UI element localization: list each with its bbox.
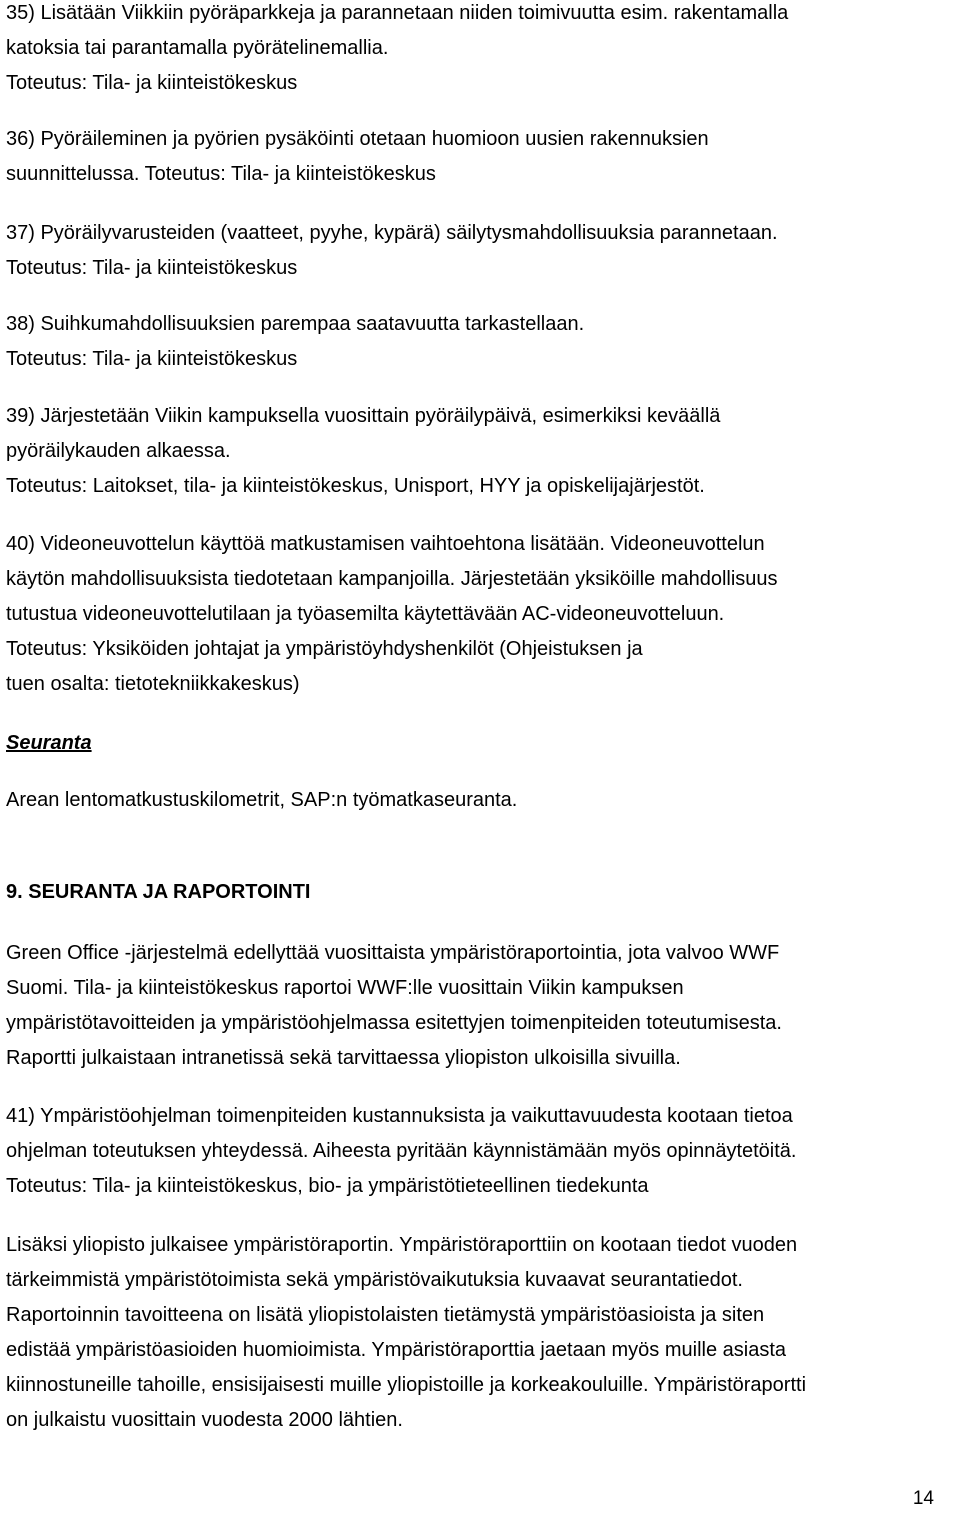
item-35-line: katoksia tai parantamalla pyörätelinemallia.	[6, 37, 389, 59]
item-36-line: 36) Pyöräileminen ja pyörien pysäköinti otetaan huomioon uusien rakennuksien	[6, 128, 709, 150]
section-9-heading: 9. SEURANTA JA RAPORTOINTI	[6, 881, 311, 903]
item-37-line: Toteutus: Tila- ja kiinteistökeskus	[6, 257, 298, 279]
seuranta-line: Arean lentomatkustuskilometrit, SAP:n työmatkaseuranta.	[6, 789, 518, 811]
environment-report-line: Raportoinnin tavoitteena on lisätä yliopistolaisten tietämystä ympäristöasioista ja siten	[6, 1304, 765, 1326]
environment-report-line: Lisäksi yliopisto julkaisee ympäristöraportin. Ympäristöraporttiin on kootaan tiedot vuoden	[6, 1234, 798, 1256]
item-37-line: 37) Pyöräilyvarusteiden (vaatteet, pyyhe, kypärä) säilytysmahdollisuuksia parannetaan.	[6, 222, 778, 244]
page-number: 14	[912, 1488, 934, 1509]
item-40-line: Toteutus: Yksiköiden johtajat ja ympäristöyhdyshenkilöt (Ohjeistuksen ja	[6, 638, 643, 660]
item-40-line: käytön mahdollisuuksista tiedotetaan kampanjoilla. Järjestetään yksiköille mahdollisuus	[6, 568, 778, 590]
environment-report-line: tärkeimmistä ympäristötoimista sekä ympäristövaikutuksia kuvaavat seurantatiedot.	[6, 1269, 743, 1291]
green-office-line: Raportti julkaistaan intranetissä sekä tarvittaessa yliopiston ulkoisilla sivuilla.	[6, 1047, 681, 1069]
item-35-line: Toteutus: Tila- ja kiinteistökeskus	[6, 72, 298, 94]
item-40-line: tutustua videoneuvottelutilaan ja työasemilta käytettävään AC-videoneuvotteluun.	[6, 603, 725, 625]
green-office-line: ympäristötavoitteiden ja ympäristöohjelmassa esitettyjen toimenpiteiden toteutumisesta.	[6, 1012, 782, 1034]
item-35	[6, 0, 956, 101]
item-41	[6, 1099, 956, 1204]
item-36-line: suunnittelussa. Toteutus: Tila- ja kiinteistökeskus	[6, 163, 436, 185]
item-37	[6, 216, 956, 286]
environment-report-line: on julkaistu vuosittain vuodesta 2000 lähtien.	[6, 1409, 403, 1431]
item-41-line: Toteutus: Tila- ja kiinteistökeskus, bio- ja ympäristötieteellinen tiedekunta	[6, 1175, 649, 1197]
item-40-line: tuen osalta: tietotekniikkakeskus)	[6, 673, 300, 695]
item-39-line: Toteutus: Laitokset, tila- ja kiinteistökeskus, Unisport, HYY ja opiskelijajärjestöt.	[6, 475, 705, 497]
item-39	[6, 399, 956, 504]
item-36	[6, 122, 956, 192]
item-41-line: ohjelman toteutuksen yhteydessä. Aiheesta pyritään käynnistämään myös opinnäytetöitä.	[6, 1140, 797, 1162]
environment-report-line: kiinnostuneille tahoille, ensisijaisesti muille yliopistoille ja korkeakouluille. Ympäristöraportti	[6, 1374, 807, 1396]
item-35-line: 35) Lisätään Viikkiin pyöräparkkeja ja parannetaan niiden toimivuutta esim. rakentamalla	[6, 2, 789, 24]
green-office-line: Green Office -järjestelmä edellyttää vuosittaista ympäristöraportointia, jota valvoo WWF	[6, 942, 780, 964]
green-office-paragraph	[6, 936, 956, 1076]
item-40	[6, 527, 956, 702]
item-38-line: Toteutus: Tila- ja kiinteistökeskus	[6, 348, 298, 370]
seuranta-text	[6, 783, 956, 818]
seuranta-heading: Seuranta	[6, 732, 92, 754]
item-39-line: 39) Järjestetään Viikin kampuksella vuosittain pyöräilypäivä, esimerkiksi keväällä	[6, 405, 721, 427]
environment-report-line: edistää ympäristöasioiden huomioimista. Ympäristöraporttia jaetaan myös muille asiasta	[6, 1339, 786, 1361]
item-38-line: 38) Suihkumahdollisuuksien parempaa saatavuutta tarkastellaan.	[6, 313, 585, 335]
environment-report-paragraph	[6, 1228, 956, 1438]
green-office-line: Suomi. Tila- ja kiinteistökeskus raportoi WWF:lle vuosittain Viikin kampuksen	[6, 977, 684, 999]
item-40-line: 40) Videoneuvottelun käyttöä matkustamisen vaihtoehtona lisätään. Videoneuvottelun	[6, 533, 765, 555]
item-38	[6, 307, 956, 377]
item-41-line: 41) Ympäristöohjelman toimenpiteiden kustannuksista ja vaikuttavuudesta kootaan tietoa	[6, 1105, 793, 1127]
item-39-line: pyöräilykauden alkaessa.	[6, 440, 231, 462]
